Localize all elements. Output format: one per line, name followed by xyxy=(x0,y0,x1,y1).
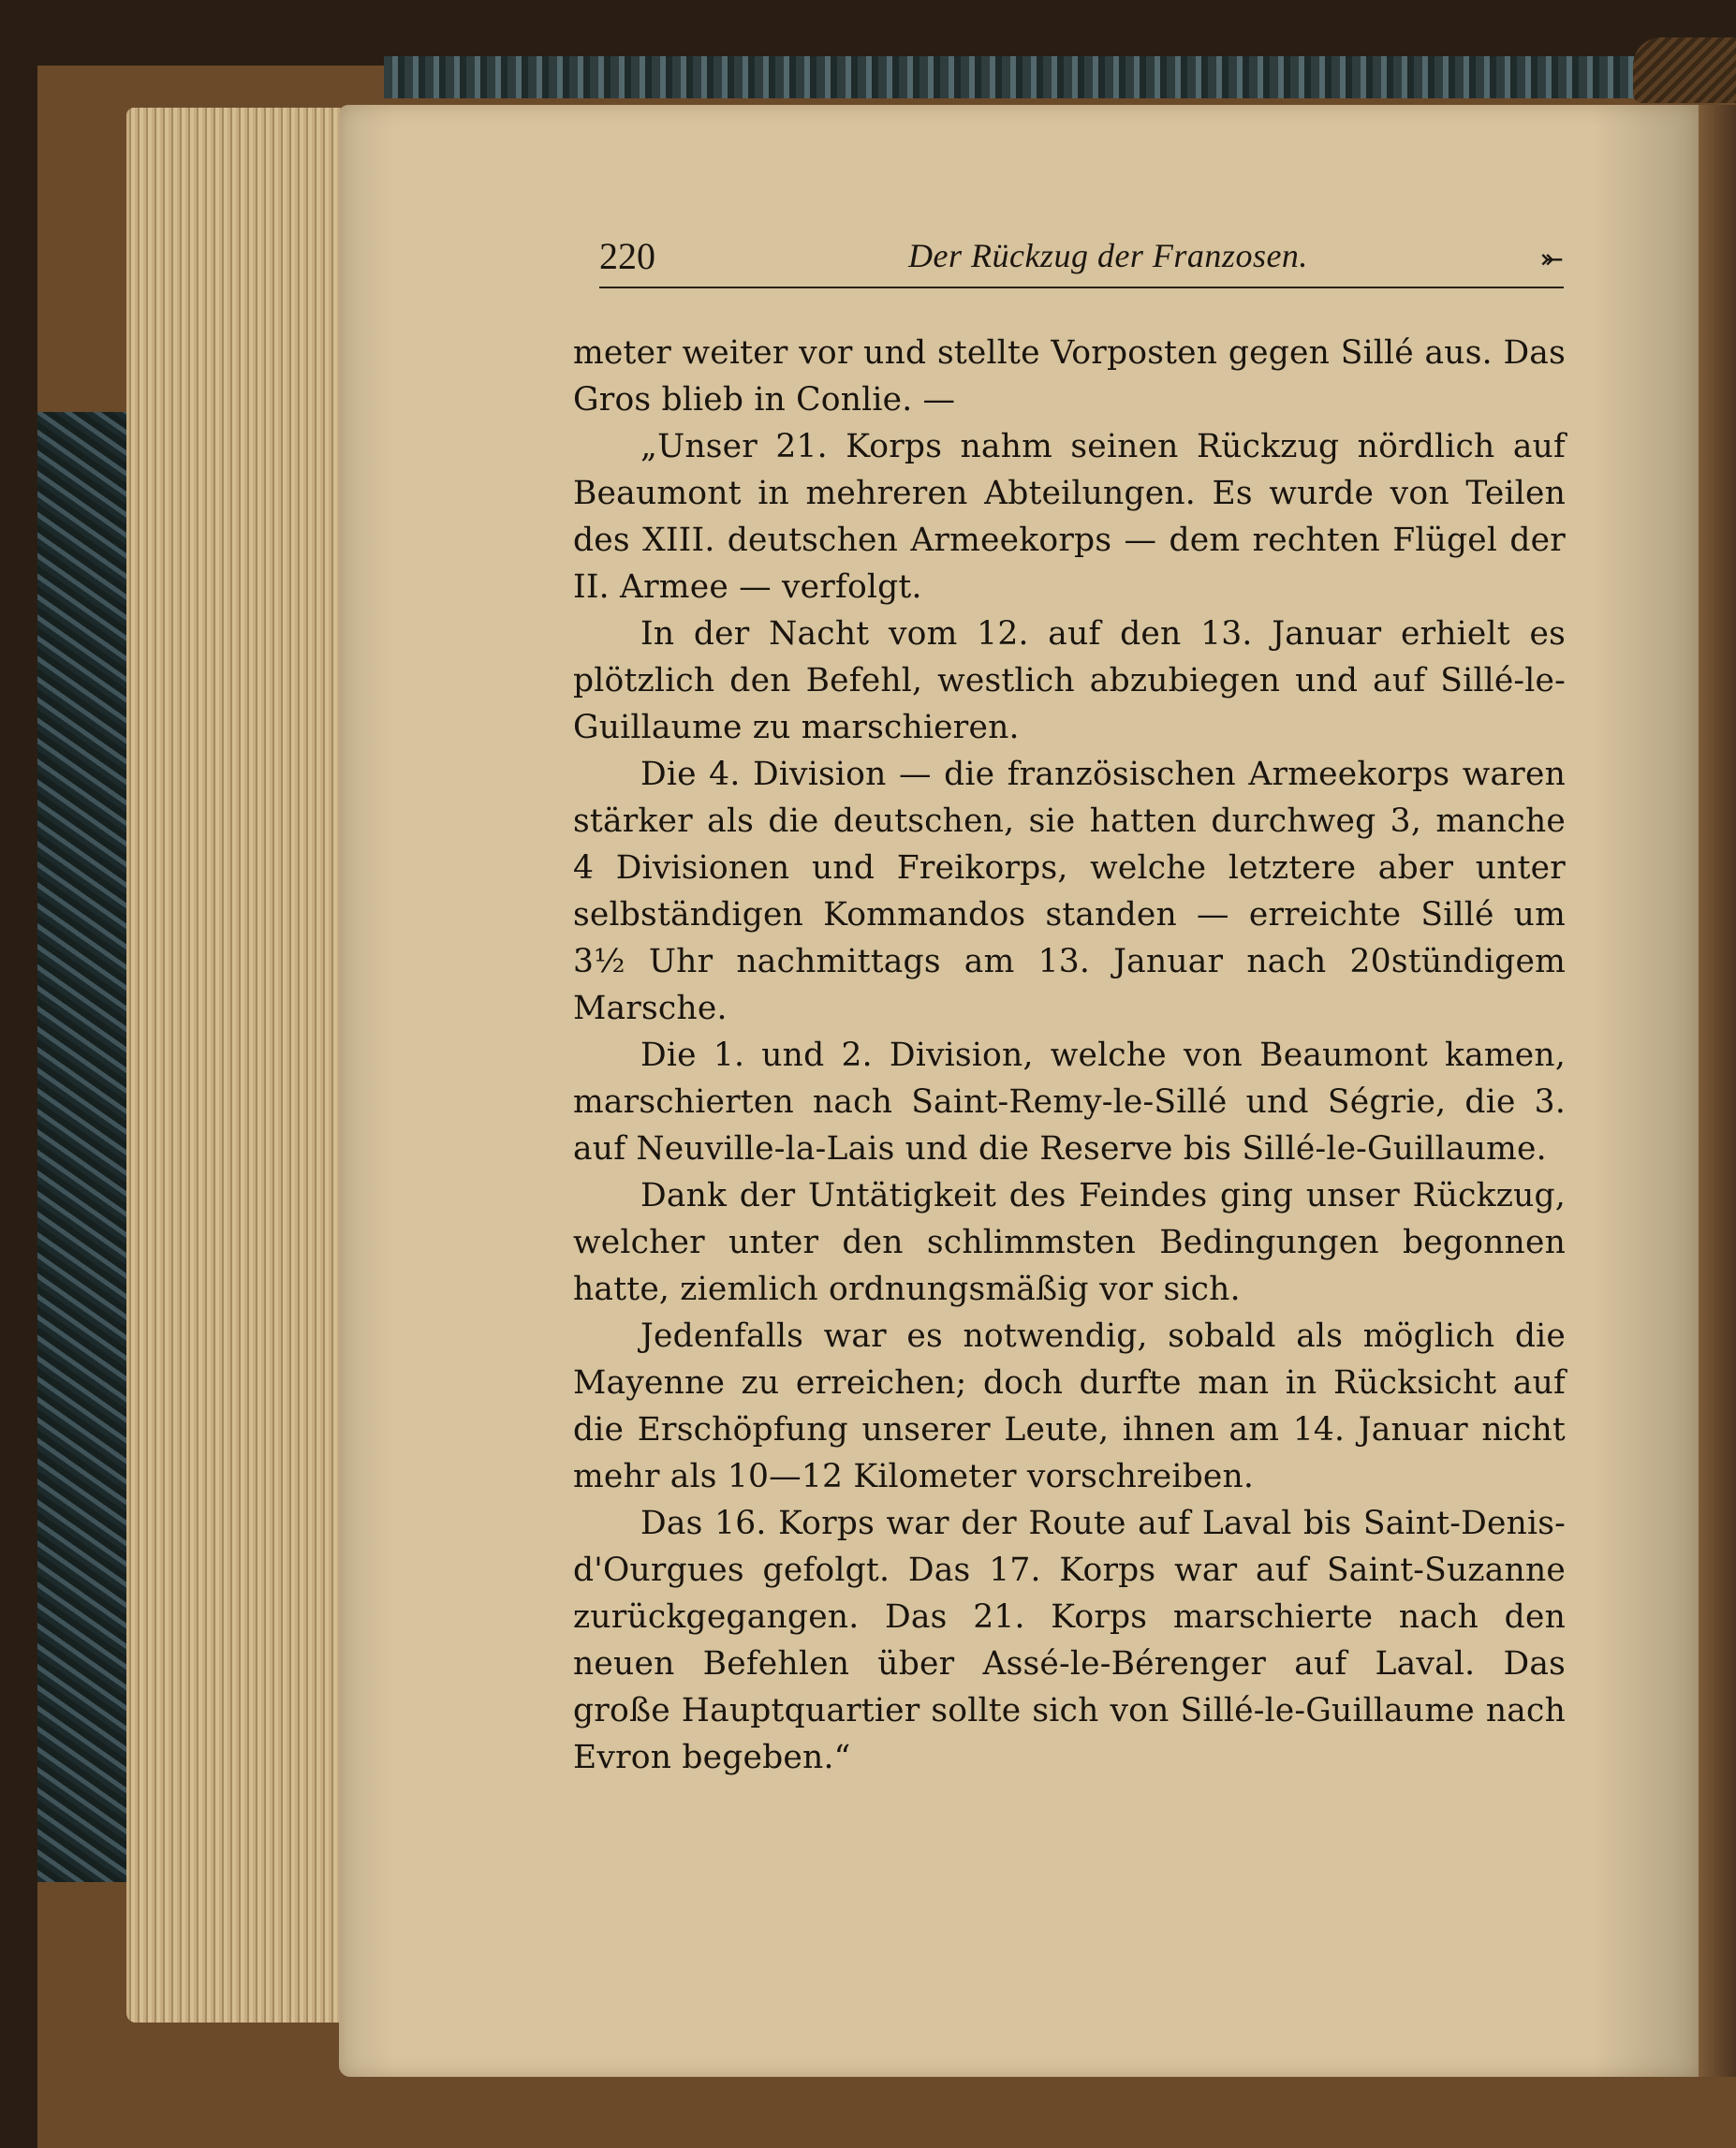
paragraph: Das 16. Korps war der Route auf Laval bis Saint-Denis-d'Ourgues gefolgt. Das 17. Korps war auf Saint-Suzanne zurückgegangen. Das 21. Korps marschierte nach den neuen Befehlen über Assé-le-Bérenger auf Laval. Das große Hauptquartier sollte sich von Sillé-le-Guillaume nach Evron begeben.“ xyxy=(573,1505,1566,1776)
paragraph: Die 4. Division — die französischen Armeekorps waren stärker als die deutschen, sie hatten durchweg 3, manche 4 Divisionen und Freikorps, welche letztere aber unter selbständigen Kommandos standen — erreichte Sillé um 3½ Uhr nachmittags am 13. Januar nach 20stündigem Marsche. xyxy=(573,756,1566,1027)
page-edge-stack xyxy=(126,108,351,2023)
paragraph: Die 1. und 2. Division, welche von Beaumont kamen, marschierten nach Saint-Remy-le-Sillé und Ségrie, die 3. auf Neuville-la-Lais und die Reserve bis Sillé-le-Guillaume. xyxy=(573,1037,1566,1168)
page-gutter-shadow xyxy=(1699,105,1736,2077)
header-rule xyxy=(599,287,1564,288)
paragraph: In der Nacht vom 12. auf den 13. Januar erhielt es plötzlich den Befehl, westlich abzubiegen und auf Sillé-le-Guillaume zu marschieren. xyxy=(573,615,1566,746)
paragraph: Jedenfalls war es notwendig, sobald als möglich die Mayenne zu erreichen; doch durfte man in Rücksicht auf die Erschöpfung unserer Leute, ihnen am 14. Januar nicht mehr als 10—12 Kilometer vorschreiben. xyxy=(573,1317,1566,1495)
margin-mark-icon: ⤜ xyxy=(1539,243,1564,276)
paragraph: Dank der Untätigkeit des Feindes ging unser Rückzug, welcher unter den schlimmsten Bedingungen begonnen hatte, ziemlich ordnungsmäßig vor sich. xyxy=(573,1177,1566,1308)
marbled-binding xyxy=(37,412,131,1882)
paragraph: meter weiter vor und stellte Vorposten gegen Sillé aus. Das Gros blieb in Conlie. — xyxy=(573,334,1566,419)
body-text xyxy=(573,330,1566,1781)
running-title: Der Rückzug der Franzosen. xyxy=(908,237,1308,274)
page-number: 220 xyxy=(599,235,655,277)
running-head xyxy=(599,232,1564,288)
cover-corner xyxy=(1633,37,1736,103)
paragraph: „Unser 21. Korps nahm seinen Rückzug nördlich auf Beaumont in mehreren Abteilungen. Es wurde von Teilen des XIII. deutschen Armeekorps — dem rechten Flügel der II. Armee — verfolgt. xyxy=(573,428,1566,606)
marbled-top-edge xyxy=(384,56,1657,98)
